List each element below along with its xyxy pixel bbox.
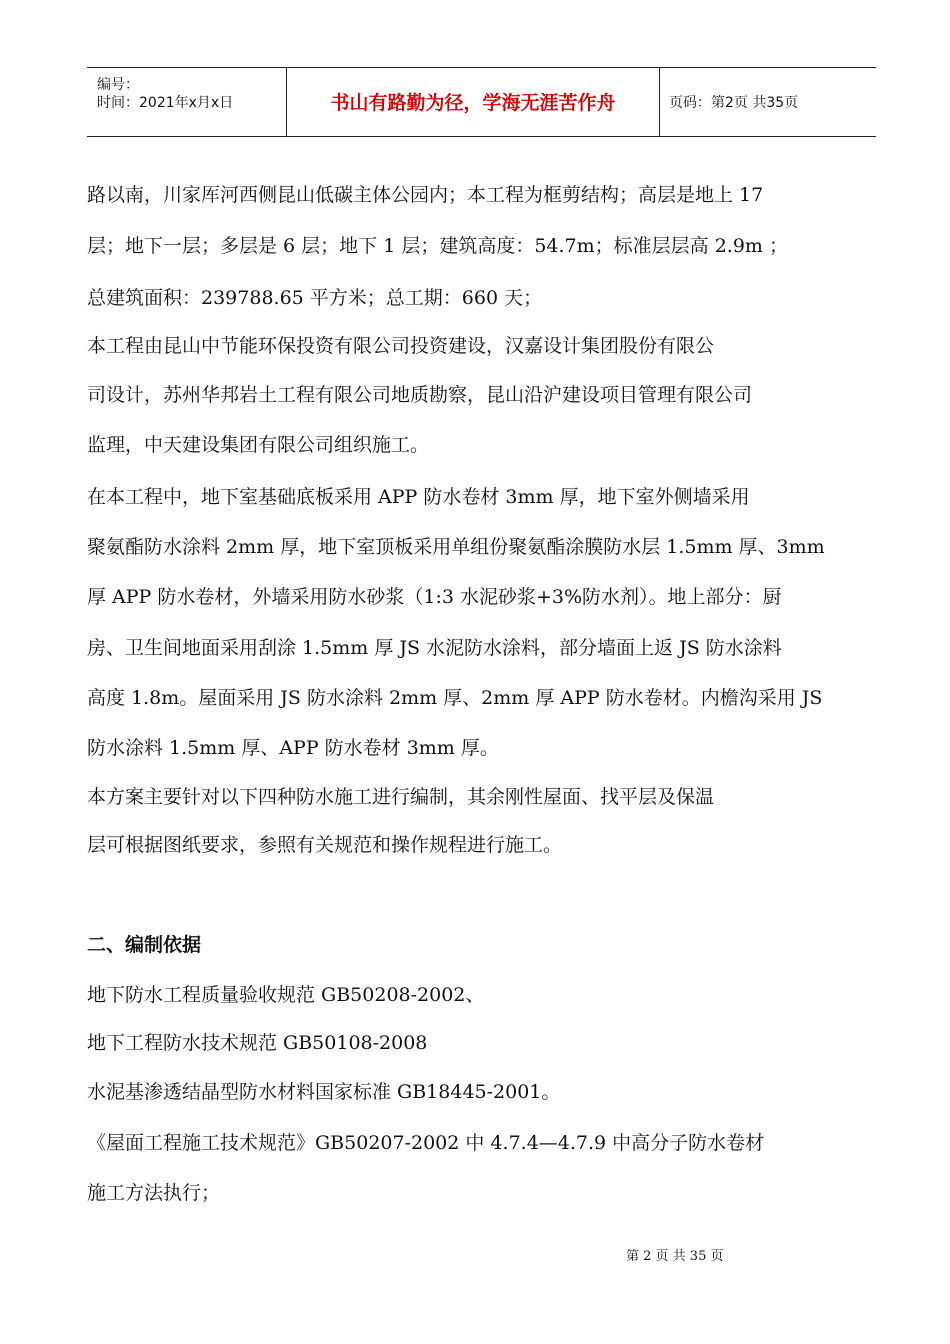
- body-line: 房、卫生间地面采用刮涂 1.5mm 厚 JS 水泥防水涂料，部分墙面上返 JS 防水涂料: [87, 637, 782, 659]
- motto: 书山有路勤为径，学海无涯苦作舟: [287, 68, 660, 136]
- time-label: 时间：2021年x月x日: [97, 95, 234, 111]
- body-line: 在本工程中，地下室基础底板采用 APP 防水卷材 3mm 厚，地下室外侧墙采用: [87, 486, 750, 508]
- reference-line: 施工方法执行；: [87, 1182, 221, 1204]
- body-line: 高度 1.8m。屋面采用 JS 防水涂料 2mm 厚、2mm 厚 APP 防水卷材。内檐沟采用 JS: [87, 687, 823, 709]
- body-line: 本工程由昆山中节能环保投资有限公司投资建设，汉嘉设计集团股份有限公: [87, 335, 715, 357]
- reference-line: 地下防水工程质量验收规范 GB50208-2002、: [87, 984, 485, 1006]
- reference-line: 《屋面工程施工技术规范》GB50207-2002 中 4.7.4—4.7.9 中高分子防水卷材: [87, 1132, 765, 1154]
- body-line: 监理，中天建设集团有限公司组织施工。: [87, 434, 430, 456]
- body-line: 厚 APP 防水卷材，外墙采用防水砂浆（1:3 水泥砂浆+3%防水剂）。地上部分：厨: [87, 586, 782, 608]
- header-info-cell: [87, 68, 287, 136]
- body-line: 总建筑面积：239788.65 平方米；总工期：660 天；: [87, 287, 543, 309]
- page-label: 页码：第2页 共35页: [669, 95, 799, 111]
- page-footer: 第 2 页 共 35 页: [626, 1249, 724, 1264]
- body-line: 层可根据图纸要求，参照有关规范和操作规程进行施工。: [87, 834, 563, 856]
- reference-line: 地下工程防水技术规范 GB50108-2008: [87, 1032, 428, 1054]
- number-label: 编号：: [97, 77, 139, 93]
- page-header: [87, 67, 876, 137]
- section-title: 二、编制依据: [87, 934, 202, 956]
- body-line: 防水涂料 1.5mm 厚、APP 防水卷材 3mm 厚。: [87, 737, 499, 759]
- body-line: 司设计，苏州华邦岩土工程有限公司地质勘察，昆山沿沪建设项目管理有限公司: [87, 384, 753, 406]
- body-line: 聚氨酯防水涂料 2mm 厚，地下室顶板采用单组份聚氨酯涂膜防水层 1.5mm 厚、3mm: [87, 536, 825, 558]
- body-line: 本方案主要针对以下四种防水施工进行编制，其余刚性屋面、找平层及保温: [87, 786, 715, 808]
- body-line: 层；地下一层；多层是 6 层；地下 1 层；建筑高度：54.7m；标准层层高 2.9m ；: [87, 235, 788, 257]
- reference-line: 水泥基渗透结晶型防水材料国家标准 GB18445-2001。: [87, 1081, 561, 1103]
- body-line: 路以南，川家厍河西侧昆山低碳主体公园内；本工程为框剪结构；高层是地上 17: [87, 184, 764, 206]
